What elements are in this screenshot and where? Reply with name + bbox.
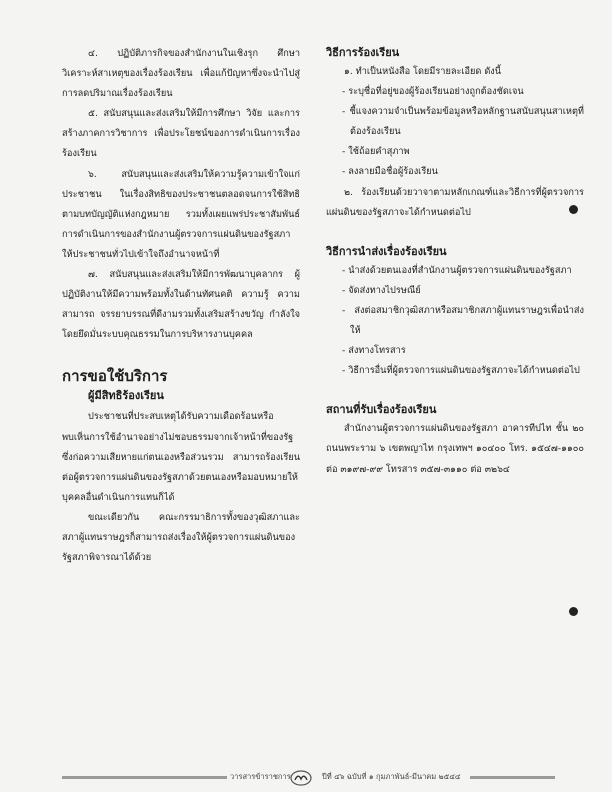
binder-hole-dot: [569, 607, 578, 616]
send-bullet-4: - ส่งทางโทรสาร: [342, 345, 406, 357]
mission-item-4: ๔. ปฏิบัติภารกิจของสำนักงานในเชิงรุก ศึกษา วิเคราะห์สาเหตุของเรื่องร้องเรียน เพื่อแก้ปัญหาซึ่งจะนำไปสู่การลดปริมาณเรื่องร้องเรียน: [62, 48, 300, 100]
binder-hole-dot: [569, 205, 578, 214]
footer-journal-name: วารสารข้าราชการ: [230, 772, 291, 781]
how-bullet-4: - ลงลายมือชื่อผู้ร้องเรียน: [342, 166, 438, 178]
how-bullet-2: - ชี้แจงความจำเป็นพร้อมข้อมูลหรือหลักฐานสนับสนุนสาเหตุที่ต้องร้องเรียน: [342, 106, 584, 138]
footer-rule-right: [470, 776, 555, 779]
place-paragraph: สำนักงานผู้ตรวจการแผ่นดินของรัฐสภา อาคารทีปไท ชั้น ๒๐ ถนนพระราม ๖ เขตพญาไท กรุงเทพฯ ๑๐๔๐๐ โทร. ๑๕๔๗-๑๑๐๐ ต่อ ๓๑๙๗-๙๙ โทรสาร ๓๕๗-๓๑๑๐ ต่อ ๓๒๖๔: [326, 423, 584, 475]
rights-heading: ผู้มีสิทธิร้องเรียน: [88, 389, 164, 403]
left-column: [62, 44, 300, 568]
send-bullet-5: - วิธีการอื่นที่ผู้ตรวจการแผ่นดินของรัฐสภาจะได้กำหนดต่อไป: [342, 365, 580, 377]
journal-logo-icon: [290, 770, 312, 786]
right-column: [326, 44, 584, 480]
send-heading: วิธีการนำส่งเรื่องร้องเรียน: [326, 244, 447, 258]
how-item-2: ๒. ร้องเรียนด้วยวาจาตามหลักเกณฑ์และวิธีการที่ผู้ตรวจการแผ่นดินของรัฐสภาจะได้กำหนดต่อไป: [326, 186, 584, 218]
footer-issue-info: ปีที่ ๔๖ ฉบับที่ ๑ กุมภาพันธ์-มีนาคม ๒๕๔๔: [322, 772, 461, 781]
how-heading: วิธีการร้องเรียน: [326, 46, 400, 59]
how-bullet-1: - ระบุชื่อที่อยู่ของผู้ร้องเรียนอย่างถูกต้องชัดเจน: [342, 86, 524, 98]
rights-paragraph-2: ขณะเดียวกัน คณะกรรมาธิการทั้งของวุฒิสภาและสภาผู้แทนราษฎรก็สามารถส่งเรื่องให้ผู้ตรวจการแผ่นดินของรัฐสภาพิจารณาได้ด้วย: [62, 511, 300, 564]
mission-item-6: ๖. สนับสนุนและส่งเสริมให้ความรู้ความเข้าใจแก่ประชาชน ในเรื่องสิทธิของประชาชนตลอดจนการใช้สิทธิตามบทบัญญัติแห่งกฎหมาย รวมทั้งเผยแพร่ประชาสัมพันธ์การดำเนินการของสำนักงานผู้ตรวจการแผ่นดินของรัฐสภาให้ประชาชนทั่วไปเข้าใจถึงอำนาจหน้าที่: [62, 168, 300, 260]
send-bullet-1: - นำส่งด้วยตนเองที่สำนักงานผู้ตรวจการแผ่นดินของรัฐสภา: [342, 264, 572, 276]
send-bullet-3: - ส่งต่อสมาชิกวุฒิสภาหรือสมาชิกสภาผู้แทนราษฎรเพื่อนำส่งให้: [342, 304, 584, 337]
send-bullet-2: - จัดส่งทางไปรษณีย์: [342, 284, 421, 296]
mission-item-7: ๗. สนับสนุนและส่งเสริมให้มีการพัฒนาบุคลากร ผู้ปฏิบัติงานให้มีความพร้อมทั้งในด้านทัศนคติ ความรู้ ความสามารถ จรรยาบรรณที่ดีงามรวมทั้งเสริมสร้างขวัญ กำลังใจ โดยยึดมั่นระบบคุณธรรมในการบริหารงานบุคคล: [62, 269, 300, 341]
footer-rule-left: [62, 776, 227, 779]
mission-item-5: ๕. สนับสนุนและส่งเสริมให้มีการศึกษา วิจัย และการสร้างภาคการวิชาการ เพื่อประโยชน์ของการดำเนินการเรื่องร้องเรียน: [62, 108, 300, 160]
service-heading: การขอใช้บริการ: [62, 367, 168, 386]
place-heading: สถานที่รับเรื่องร้องเรียน: [326, 403, 437, 417]
how-bullet-3: - ใช้ถ้อยคำสุภาพ: [342, 146, 410, 158]
rights-paragraph-1: ประชาชนที่ประสบเหตุได้รับความเดือดร้อนหรือพบเห็นการใช้อำนาจอย่างไม่ชอบธรรมจากเจ้าหน้าที่ของรัฐ ซึ่งก่อความเสียหายแก่ตนเองหรือส่วนรวม สามารถร้องเรียนต่อผู้ตรวจการแผ่นดินของรัฐสภาด้วยตนเองหรือมอบหมายให้บุคคลอื่นดำเนินการแทนก็ได้: [62, 411, 300, 503]
how-item-1: ๑. ทำเป็นหนังสือ โดยมีรายละเอียด ดังนี้: [344, 66, 502, 77]
